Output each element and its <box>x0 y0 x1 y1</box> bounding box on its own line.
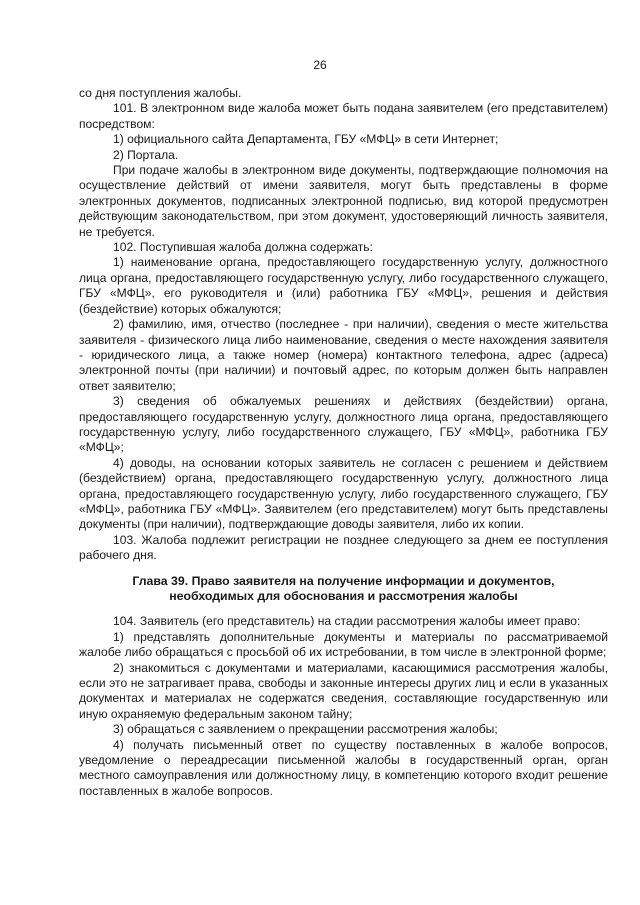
paragraph: 3) сведения об обжалуемых решениях и действиях (бездействии) органа, предоставляющего государственную услугу, должностного лица органа, предоставляющего государственную услугу, либо государственного служащего, ГБУ «МФЦ», работника ГБУ «МФЦ»; <box>79 394 608 455</box>
top-paragraphs <box>79 86 608 564</box>
paragraph: При подаче жалобы в электронном виде документы, подтверждающие полномочия на осуществление действий от имени заявителя, могут быть представлены в форме электронных документов, подписанных электронной подписью, вид которой предусмотрен действующим законодательством, при этом документ, удостоверяющий личность заявителя, не требуется. <box>79 163 608 239</box>
document-body <box>79 86 608 799</box>
paragraph: 4) доводы, на основании которых заявитель не согласен с решением и действием (бездействием) органа, предоставляющего государственную услугу, должностного лица органа, предоставляющего государственную услугу, либо государственного служащего, ГБУ «МФЦ», работника ГБУ «МФЦ». Заявителем (его представителем) могут быть представлены документы (при наличии), подтверждающие доводы заявителя, либо их копии. <box>79 455 608 532</box>
paragraph: 4) получать письменный ответ по существу поставленных в жалобе вопросов, уведомление о переадресации письменной жалобы в государственный орган, орган местного самоуправления или должностному лицу, в компетенцию которого входит решение поставленных в жалобе вопросов. <box>79 737 608 798</box>
paragraph: 1) официального сайта Департамента, ГБУ «МФЦ» в сети Интернет; <box>113 132 499 147</box>
paragraph: 3) обращаться с заявлением о прекращении рассмотрения жалобы; <box>113 722 498 737</box>
paragraph: 2) знакомиться с документами и материалами, касающимися рассмотрения жалобы, если это не затрагивает права, свободы и законные интересы других лиц и если в указанных документах и материалах не содержатся сведения, составляющие государственную или иную охраняемую федеральным законом тайну; <box>79 660 608 721</box>
paragraph: 1) представлять дополнительные документы и материалы по рассматриваемой жалобе либо обращаться с просьбой об их истребовании, в том числе в электронной форме; <box>79 629 608 660</box>
paragraph: 104. Заявитель (его представитель) на стадии рассмотрения жалобы имеет право: <box>113 614 581 629</box>
paragraph: 2) Портала. <box>113 147 179 162</box>
chapter-heading <box>79 574 608 605</box>
bottom-paragraphs <box>79 614 608 799</box>
page-number: 26 <box>313 58 327 72</box>
paragraph: 2) фамилию, имя, отчество (последнее - при наличии), сведения о месте жительства заявителя - физического лица либо наименование, сведения о месте нахождения заявителя - юридического лица, а также номер (номера) контактного телефона, адрес (адреса) электронной почты (при наличии) и почтовый адрес, по которым должен быть направлен ответ заявителю; <box>79 317 608 393</box>
paragraph: 1) наименование органа, предоставляющего государственную услугу, должностного лица органа, предоставляющего государственную услугу, либо государственного служащего, ГБУ «МФЦ», его руководителя и (или) работника ГБУ «МФЦ», решения и действия (бездействие) которых обжалуются; <box>79 255 608 316</box>
chapter-heading-line-2: необходимых для обоснования и рассмотрения жалобы <box>169 589 518 603</box>
paragraph: 101. В электронном виде жалоба может быть подана заявителем (его представителем) посредством: <box>79 101 608 131</box>
paragraph: 103. Жалоба подлежит регистрации не позднее следующего за днем ее поступления рабочего дня. <box>79 532 608 563</box>
paragraph: 102. Поступившая жалоба должна содержать: <box>113 240 373 255</box>
chapter-heading-line-1: Глава 39. Право заявителя на получение информации и документов, <box>132 573 555 588</box>
paragraph: со дня поступления жалобы. <box>79 86 242 100</box>
